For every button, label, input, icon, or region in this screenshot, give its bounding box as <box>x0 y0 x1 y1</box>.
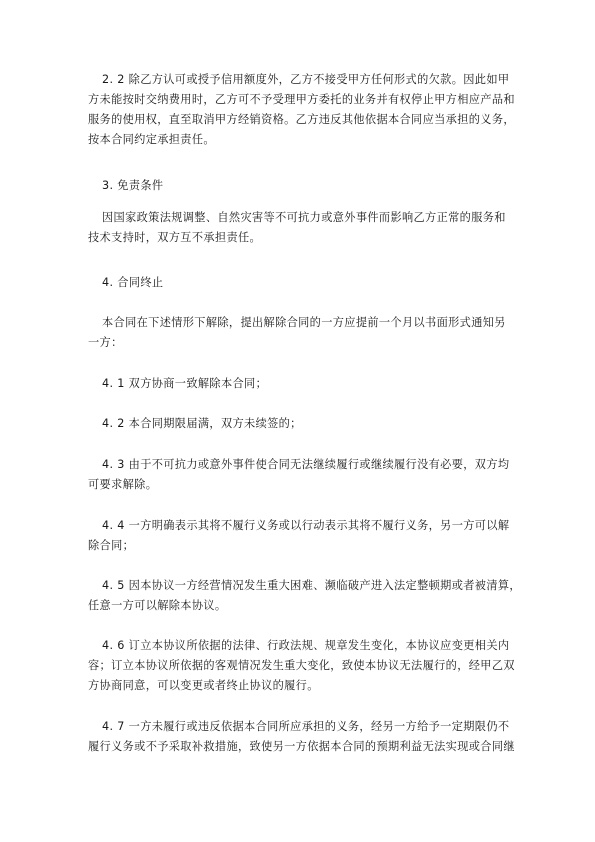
section-heading-4 <box>88 273 524 293</box>
text-line: 本合同在下述情形下解除，提出解除合同的一方应提前一个月以书面形式通知另 <box>102 316 506 329</box>
text-line: 4. 2 本合同期限届满，双方未续签的； <box>102 417 302 430</box>
text-line: 任意一方可以解除本协议。 <box>88 599 227 612</box>
text-line: 因国家政策法规调整、自然灾害等不可抗力或意外事件而影响乙方正常的服务和 <box>102 211 506 224</box>
paragraph-3 <box>88 208 524 248</box>
text-line: 容；订立本协议所依据的客观情况发生重大变化，致使本协议无法履行的，经甲乙双 <box>88 659 515 672</box>
heading-text: 4. 合同终止 <box>102 276 164 289</box>
text-line: 4. 7 一方未履行或违反依据本合同所应承担的义务，经另一方给予一定期限仍不 <box>102 720 510 733</box>
paragraph-2-2 <box>88 70 524 150</box>
text-line: 4. 3 由于不可抗力或意外事件使合同无法继续履行或继续履行没有必要，双方均 <box>102 458 510 471</box>
paragraph-4 <box>88 313 524 353</box>
section-heading-3 <box>88 176 524 196</box>
text-line: 服务的使用权，直至取消甲方经销资格。乙方违反其他依据本合同应当承担的义务， <box>88 113 515 126</box>
text-line: 履行义务或不予采取补救措施，致使另一方依据本合同的预期利益无法实现或合同继 <box>88 740 515 753</box>
text-line: 2. 2 除乙方认可或授予信用额度外，乙方不接受甲方任何形式的欠款。因此如甲 <box>102 73 510 86</box>
text-line: 除合同； <box>88 539 135 552</box>
clause-4-4 <box>88 516 524 556</box>
clause-4-2 <box>88 414 524 434</box>
clause-4-1 <box>88 374 524 394</box>
clause-4-3 <box>88 455 524 495</box>
text-line: 方未能按时交纳费用时，乙方可不予受理甲方委托的业务并有权停止甲方相应产品和 <box>88 93 515 106</box>
text-line: 按本合同约定承担责任。 <box>88 133 215 146</box>
clause-4-6 <box>88 636 524 696</box>
heading-text: 3. 免责条件 <box>102 179 164 192</box>
clause-4-7 <box>88 717 524 757</box>
text-line: 技术支持时，双方互不承担责任。 <box>88 231 262 244</box>
text-line: 4. 5 因本协议一方经营情况发生重大困难、濒临破产进入法定整顿期或者被清算， <box>102 579 521 592</box>
text-line: 4. 1 双方协商一致解除本合同； <box>102 377 268 390</box>
clause-4-5 <box>88 576 524 616</box>
text-line: 一方： <box>88 336 123 349</box>
text-line: 方协商同意，可以变更或者终止协议的履行。 <box>88 679 319 692</box>
text-line: 可要求解除。 <box>88 478 158 491</box>
text-line: 4. 4 一方明确表示其将不履行义务或以行动表示其将不履行义务，另一方可以解 <box>102 519 510 532</box>
text-line: 4. 6 订立本协议所依据的法律、行政法规、规章发生变化，本协议应变更相关内 <box>102 639 510 652</box>
